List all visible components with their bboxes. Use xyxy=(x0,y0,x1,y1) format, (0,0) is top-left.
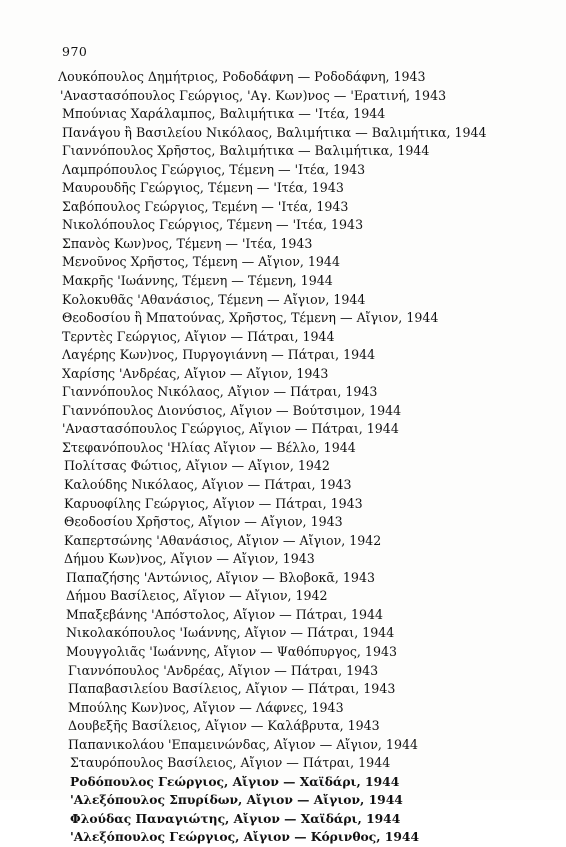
list-item: Τερντὲς Γεώργιος, Αἴγιον — Πάτραι, 1944 xyxy=(62,328,335,344)
list-item: Φλούδας Παναγιώτης, Αἴγιον — Χαϊδάρι, 1944 xyxy=(70,810,401,826)
list-item: Θεοδοσίου ἢ Μπατούνας, Χρῆστος, Τέμενη — Αἴγιον, 1944 xyxy=(62,310,439,326)
list-item: Καπερτσώνης 'Αθανάσιος, Αἴγιον — Αἴγιον, 1942 xyxy=(64,532,382,548)
list-item: Μπαξεβάνης 'Απόστολος, Αἴγιον — Πάτραι, 1944 xyxy=(66,606,384,622)
list-item: Καρυοφίλης Γεώργιος, Αἴγιον — Πάτραι, 1943 xyxy=(64,495,363,511)
list-item: Γιαννόπουλος Χρῆστος, Βαλιμήτικα — Βαλιμήτικα, 1944 xyxy=(62,143,430,159)
list-item: Δουβεξῆς Βασίλειος, Αἴγιον — Καλάβρυτα, 1943 xyxy=(68,718,380,734)
list-item: Σταυρόπουλος Βασίλειος, Αἴγιον — Πάτραι, 1944 xyxy=(70,755,391,771)
list-item: Σπανὸς Κων)νος, Τέμενη — 'Ιτέα, 1943 xyxy=(62,235,313,251)
list-item: Νικολόπουλος Γεώργιος, Τέμενη — 'Ιτέα, 1943 xyxy=(62,217,364,233)
list-item: Λαμπρόπουλος Γεώργιος, Τέμενη — 'Ιτέα, 1943 xyxy=(62,161,366,177)
list-item: Μενοῦνος Χρῆστος, Τέμενη — Αἴγιον, 1944 xyxy=(62,254,340,270)
list-item: Δήμου Κων)νος, Αἴγιον — Αἴγιον, 1943 xyxy=(64,551,315,567)
list-item: Γιαννόπουλος Διονύσιος, Αἴγιον — Βούτσιμον, 1944 xyxy=(62,402,402,418)
list-item: Πολίτσας Φώτιος, Αἴγιον — Αἴγιον, 1942 xyxy=(64,458,330,474)
page-number: 970 xyxy=(62,44,88,59)
list-item: Λουκόπουλος Δημήτριος, Ροδοδάφνη — Ροδοδάφνη, 1943 xyxy=(58,69,426,84)
list-item: Δήμου Βασίλειος, Αἴγιον — Αἴγιον, 1942 xyxy=(66,588,328,604)
list-item: Στεφανόπουλος 'Ηλίας Αἴγιον — Βέλλο, 1944 xyxy=(62,439,356,455)
list-item: Νικολακόπουλος 'Ιωάννης, Αἴγιον — Πάτραι, 1944 xyxy=(66,625,395,641)
list-item: Μακρῆς 'Ιωάννης, Τέμενη — Τέμενη, 1944 xyxy=(62,273,333,289)
list-item: Πανάγου ἢ Βασιλείου Νικόλαος, Βαλιμήτικα — Βαλιμήτικα, 1944 xyxy=(62,124,487,140)
list-item: Μαυρουδῆς Γεώργιος, Τέμενη — 'Ιτέα, 1943 xyxy=(62,180,344,196)
list-item: 'Αναστασόπουλος Γεώργιος, Αἴγιον — Πάτραι, 1944 xyxy=(62,421,399,437)
list-item: 'Αλεξόπουλος Γεώργιος, Αἴγιον — Κόρινθος, 1944 xyxy=(70,829,420,845)
list-item: Θεοδοσίου Χρῆστος, Αἴγιον — Αἴγιον, 1943 xyxy=(64,514,343,530)
list-item: Χαρίσης 'Ανδρέας, Αἴγιον — Αἴγιον, 1943 xyxy=(62,365,329,381)
list-item: Παπανικολάου 'Επαμεινώνδας, Αἴγιον — Αἴγιον, 1944 xyxy=(68,736,418,752)
list-item: 'Αναστασόπουλος Γεώργιος, 'Αγ. Κων)νος — 'Ερατινή, 1943 xyxy=(60,87,447,103)
list-item: Καλούδης Νικόλαος, Αἴγιον — Πάτραι, 1943 xyxy=(64,477,352,493)
list-item: Γιαννόπουλος 'Ανδρέας, Αἴγιον — Πάτραι, 1943 xyxy=(68,662,379,678)
name-list xyxy=(58,68,528,847)
list-item: Παπαβασιλείου Βασίλειος, Αἴγιον — Πάτραι, 1943 xyxy=(68,681,396,697)
list-item: Μουγγολιᾶς 'Ιωάννης, Αἴγιον — Ψαθόπυργος, 1943 xyxy=(66,643,397,659)
list-item: Μπούλης Κων)νος, Αἴγιον — Λάφνες, 1943 xyxy=(68,699,344,715)
list-item: Λαγέρης Κων)νος, Πυργογιάννη — Πάτραι, 1944 xyxy=(62,347,376,363)
list-item: Γιαννόπουλος Νικόλαος, Αἴγιον — Πάτραι, 1943 xyxy=(62,384,378,400)
list-item: Κολοκυθᾶς 'Αθανάσιος, Τέμενη — Αἴγιον, 1944 xyxy=(62,291,366,307)
list-item: Ροδόπουλος Γεώργιος, Αἴγιον — Χαϊδάρι, 1944 xyxy=(70,773,400,789)
list-item: Μπούνιας Χαράλαμπος, Βαλιμήτικα — 'Ιτέα, 1944 xyxy=(62,106,386,122)
list-item: Σαβόπουλος Γεώργιος, Τεμένη — 'Ιτέα, 1943 xyxy=(62,198,349,214)
list-item: Παπαζήσης 'Αντώνιος, Αἴγιον — Βλοβοκᾶ, 1943 xyxy=(66,569,375,585)
list-item: 'Αλεξόπουλος Σπυρίδων, Αἴγιον — Αἴγιον, 1944 xyxy=(70,792,403,808)
